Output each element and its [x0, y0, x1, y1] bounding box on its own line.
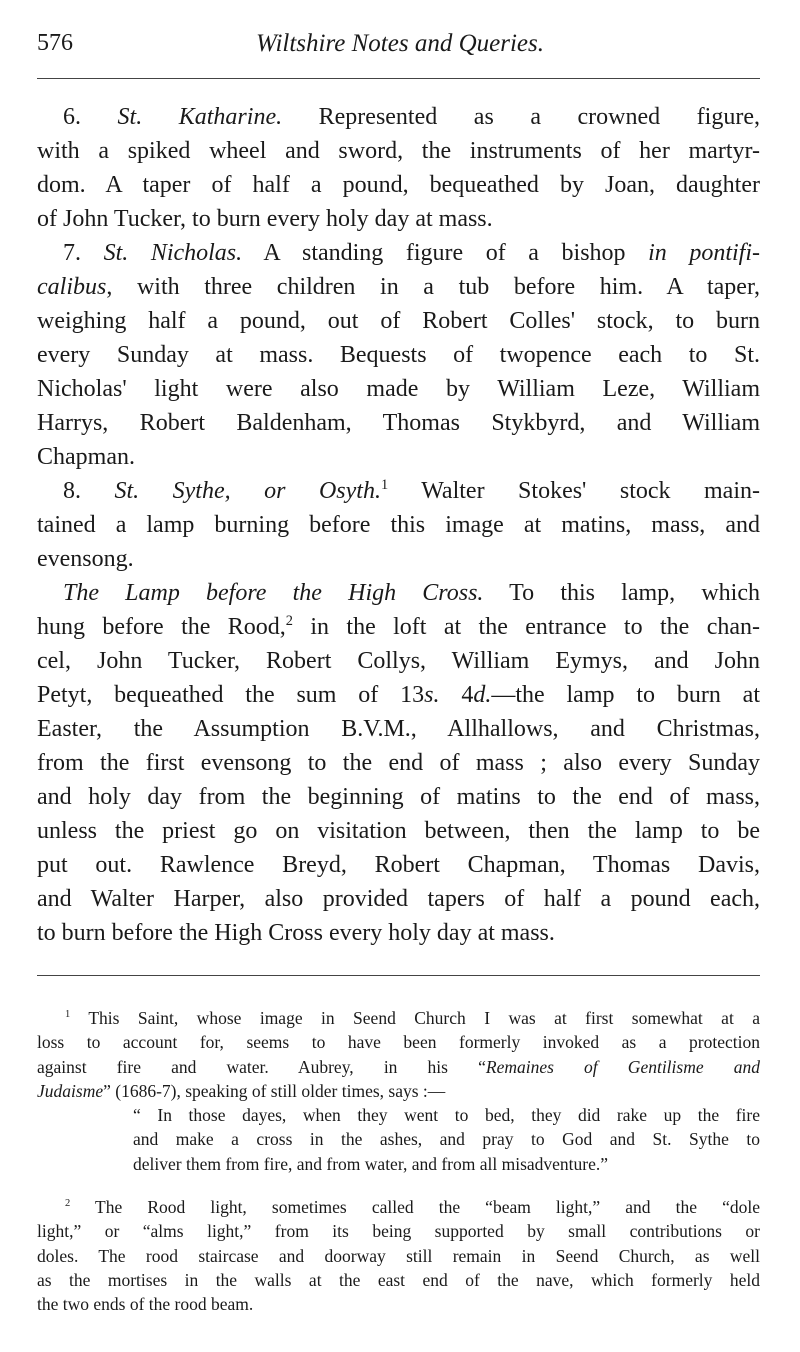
text-run: to burn before the High Cross every holy day at mass.: [37, 920, 555, 946]
text-run: with a spiked wheel and sword, the instruments of her martyr-: [37, 138, 760, 164]
text-run: The Rood light, sometimes called the “beam light,” and the “dole: [70, 1197, 760, 1218]
text-run: tained a lamp burning before this image at matins, mass, and: [37, 512, 760, 538]
text-run: put out. Rawlence Breyd, Robert Chapman, Thomas Davis,: [37, 852, 760, 878]
text-run: the two ends of the rood beam.: [37, 1294, 254, 1315]
text-run: dom. A taper of half a pound, bequeathed by Joan, daughter: [37, 172, 760, 198]
text-run: loss to account for, seems to have been formerly invoked as a protection: [37, 1032, 760, 1053]
text-run: To this lamp, which: [483, 580, 760, 606]
text-run: —the lamp to burn at: [491, 682, 761, 708]
text-run: as the mortises in the walls at the east end of the nave, which formerly held: [37, 1269, 760, 1290]
text-run: and make a cross in the ashes, and pray to God and St. Sythe to: [133, 1129, 760, 1150]
text-run: from the first evensong to the end of mass ; also every Sunday: [37, 750, 760, 776]
main-text: [37, 100, 760, 950]
text-run: deliver them from fire, and from water, and from all misadventure.”: [133, 1153, 609, 1174]
italic-text: d.: [473, 682, 492, 708]
text-line: [37, 712, 760, 746]
footnote-line: [37, 1006, 760, 1030]
text-run: Chapman.: [37, 444, 135, 470]
footnote-line: [37, 1292, 760, 1316]
footnote-line: [37, 1219, 760, 1243]
text-run: hung before the Rood,: [37, 614, 286, 640]
text-run: unless the priest go on visitation between, then the lamp to be: [37, 818, 760, 844]
header-rule: [37, 78, 760, 79]
text-line: [37, 848, 760, 882]
text-run: Nicholas' light were also made by William Leze, William: [37, 376, 760, 402]
text-run: 7.: [63, 240, 104, 266]
text-run: This Saint, whose image in Seend Church I was at first somewhat at a: [70, 1008, 760, 1028]
italic-text: s.: [424, 682, 440, 708]
text-line: [37, 202, 760, 236]
footnote-marker: 2: [65, 1198, 71, 1210]
text-line: [37, 508, 760, 542]
text-run: evensong.: [37, 546, 134, 572]
footnote-line: [37, 1152, 760, 1176]
italic-text: Remaines of Gentilisme and: [485, 1056, 761, 1077]
text-run: every Sunday at mass. Bequests of twopence each to St.: [37, 342, 760, 368]
footnotes: [37, 1006, 760, 1317]
text-run: A standing figure of a bishop: [242, 240, 649, 266]
text-line: [37, 542, 760, 576]
text-line: [37, 440, 760, 474]
text-line: [37, 780, 760, 814]
italic-text: St. Katharine.: [117, 104, 283, 130]
text-line: [37, 576, 760, 610]
text-run: in the loft at the entrance to the chan-: [292, 614, 760, 640]
text-run: against fire and water. Aubrey, in his “: [37, 1056, 486, 1077]
running-title: Wiltshire Notes and Queries.: [256, 30, 544, 57]
text-run: Represented as a crowned figure,: [282, 104, 760, 130]
text-line: [37, 746, 760, 780]
italic-text: calibus: [37, 274, 107, 300]
text-run: 8.: [63, 478, 115, 504]
text-run: and holy day from the beginning of matins to the end of mass,: [37, 784, 760, 810]
text-line: [37, 100, 760, 134]
text-run: , with three children in a tub before him. A taper,: [106, 274, 760, 300]
text-line: [37, 338, 760, 372]
footnote-marker: 2: [285, 613, 293, 629]
text-run: cel, John Tucker, Robert Collys, William Eymys, and John: [37, 648, 760, 674]
text-line: [37, 678, 760, 712]
text-run: weighing half a pound, out of Robert Colles' stock, to burn: [37, 308, 760, 334]
text-run: “ In those dayes, when they went to bed, they did rake up the fire: [133, 1105, 760, 1126]
text-run: 6.: [63, 104, 118, 130]
footnote-marker: 1: [65, 1009, 71, 1021]
footnote-marker: 1: [380, 477, 389, 493]
text-run: light,” or “alms light,” from its being supported by small contributions or: [37, 1221, 760, 1242]
footnote-line: [37, 1268, 760, 1292]
footnote-line: [37, 1030, 760, 1054]
text-line: [37, 372, 760, 406]
text-run: and Walter Harper, also provided tapers of half a pound each,: [37, 886, 760, 912]
page-number: 576: [37, 30, 73, 56]
text-run: 4: [439, 682, 474, 708]
italic-text: The Lamp before the High Cross.: [63, 580, 484, 606]
text-line: [37, 270, 760, 304]
text-line: [37, 406, 760, 440]
footnote-line: [37, 1079, 760, 1103]
text-line: [37, 882, 760, 916]
footnote-line: [37, 1103, 760, 1127]
text-run: Harrys, Robert Baldenham, Thomas Stykbyrd, and William: [37, 410, 760, 436]
text-run: Walter Stokes' stock main-: [388, 478, 760, 504]
footnote-line: [37, 1244, 760, 1268]
text-run: Easter, the Assumption B.V.M., Allhallows, and Christmas,: [37, 716, 760, 742]
text-line: [37, 644, 760, 678]
text-line: [37, 474, 760, 508]
italic-text: St. Nicholas.: [103, 240, 243, 266]
footnote-line: [37, 1055, 760, 1079]
italic-text: St. Sythe, or Osyth.: [114, 478, 381, 504]
text-line: [37, 236, 760, 270]
text-line: [37, 304, 760, 338]
footnote-line: [37, 1127, 760, 1151]
text-run: doles. The rood staircase and doorway still remain in Seend Church, as well: [37, 1245, 760, 1266]
footnote-rule: [37, 975, 760, 976]
text-run: Petyt, bequeathed the sum of 13: [37, 682, 425, 708]
text-line: [37, 134, 760, 168]
text-run: of John Tucker, to burn every holy day at mass.: [37, 206, 493, 232]
italic-text: in pontifi-: [648, 240, 761, 266]
text-run: ” (1686-7), speaking of still older times, says :—: [103, 1080, 446, 1101]
text-line: [37, 814, 760, 848]
text-line: [37, 610, 760, 644]
text-line: [37, 168, 760, 202]
text-line: [37, 916, 760, 950]
italic-text: Judaisme: [37, 1080, 104, 1101]
footnote-line: [37, 1195, 760, 1219]
